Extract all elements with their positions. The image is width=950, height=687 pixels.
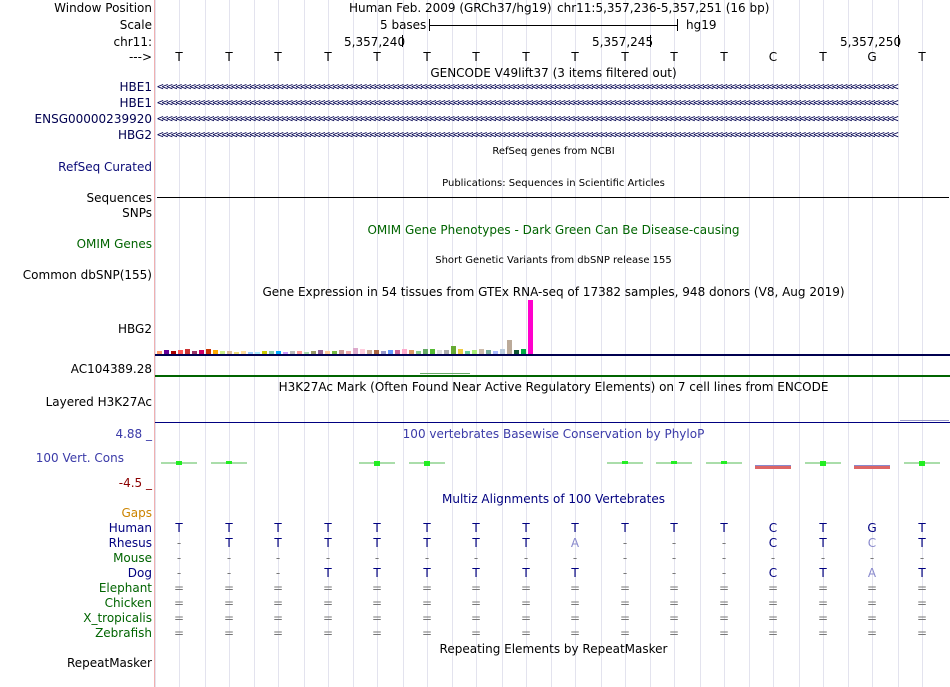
multiz-base: =	[668, 611, 680, 625]
multiz-base: T	[621, 521, 629, 535]
coord-tick-label: 5,357,245	[592, 35, 654, 49]
cons-peak	[176, 461, 182, 465]
multiz-base: =	[223, 596, 235, 610]
multiz-base: =	[718, 611, 730, 625]
multiz-base: T	[423, 521, 431, 535]
chrom-label: chr11:	[113, 35, 152, 49]
multiz-base: =	[173, 611, 185, 625]
scale-label: Scale	[119, 18, 152, 32]
multiz-base: =	[668, 596, 680, 610]
multiz-base: T	[819, 536, 827, 550]
cons-value-mark[interactable]	[211, 462, 247, 464]
multiz-base: C	[768, 521, 778, 535]
cons-value-mark[interactable]	[161, 462, 197, 464]
multiz-base: =	[718, 596, 730, 610]
multiz-base: =	[421, 626, 433, 640]
multiz-base: =	[470, 581, 482, 595]
genome-base: T	[918, 50, 926, 64]
multiz-base: -	[424, 551, 430, 565]
multiz-species-label: Chicken	[104, 596, 152, 610]
multiz-base: T	[918, 536, 926, 550]
cons-min-label: -4.5 _	[118, 476, 152, 490]
multiz-species-label: Human	[108, 521, 152, 535]
gtex-gene2-label[interactable]: AC104389.28	[70, 362, 152, 376]
genome-base: T	[373, 50, 381, 64]
multiz-base: =	[718, 581, 730, 595]
multiz-base: -	[721, 551, 727, 565]
coord-tick-label: 5,357,240	[344, 35, 406, 49]
multiz-base: -	[671, 551, 677, 565]
multiz-species-label: Dog	[127, 566, 152, 580]
multiz-base: =	[520, 581, 532, 595]
multiz-base: T	[423, 536, 431, 550]
multiz-base: T	[571, 521, 579, 535]
gencode-item-label[interactable]: ENSG00000239920	[34, 112, 152, 126]
multiz-base: C	[768, 566, 778, 580]
assembly-label: Human Feb. 2009 (GRCh37/hg19)	[349, 1, 552, 15]
multiz-base: -	[226, 566, 232, 580]
multiz-base: C	[867, 536, 877, 550]
multiz-species-label: X_tropicalis	[83, 611, 152, 625]
scale-text: 5 bases	[380, 18, 427, 32]
multiz-base: =	[916, 611, 928, 625]
scale-db-label: hg19	[686, 18, 717, 32]
cons-track-title[interactable]: 100 vertebrates Basewise Conservation by PhyloP	[402, 427, 705, 441]
multiz-base: -	[869, 551, 875, 565]
genome-base: T	[621, 50, 629, 64]
genome-base: T	[472, 50, 480, 64]
multiz-base: =	[866, 581, 878, 595]
multiz-base: =	[520, 596, 532, 610]
multiz-base: -	[671, 536, 677, 550]
multiz-base: =	[520, 611, 532, 625]
cons-peak	[671, 461, 677, 464]
coord-tick	[898, 35, 899, 47]
repeatmasker-track-label[interactable]: RepeatMasker	[66, 656, 152, 670]
genome-base: T	[819, 50, 827, 64]
multiz-base: T	[819, 566, 827, 580]
multiz-base: -	[176, 551, 182, 565]
multiz-base: =	[866, 596, 878, 610]
multiz-base: =	[668, 581, 680, 595]
multiz-species-label: Rhesus	[108, 536, 152, 550]
multiz-base: =	[371, 611, 383, 625]
multiz-base: =	[322, 581, 334, 595]
multiz-base: -	[275, 566, 281, 580]
multiz-base: =	[916, 626, 928, 640]
genome-base: G	[867, 50, 877, 64]
cons-peak	[622, 461, 628, 464]
genome-base: T	[324, 50, 332, 64]
gtex-expression-bars[interactable]	[157, 300, 557, 354]
multiz-base: =	[371, 596, 383, 610]
multiz-base: =	[173, 581, 185, 595]
cons-value-mark[interactable]	[607, 462, 643, 464]
multiz-base: -	[770, 551, 776, 565]
multiz-base: -	[374, 551, 380, 565]
multiz-species-label: Zebrafish	[95, 626, 152, 640]
multiz-species-label: Elephant	[98, 581, 152, 595]
multiz-base: -	[226, 551, 232, 565]
cons-peak	[226, 461, 232, 464]
cons-value-mark[interactable]	[706, 462, 742, 464]
gene-model-arrows[interactable]: <<<<<<<<<<<<<<<<<<<<<<<<<<<<<<<<<<<<<<<<<<<<<<<<<<<<<<<<<<<<<<<<<<<<<<<<<<<<<<<<<<<<<<<<<<<<<<<<<<<<<<<<<<<<<<<<<<<<<<<<<<<<<<<<<<<<<<<<<<<<<<<<<<<<<<<<<<<<<<<<	[157, 97, 897, 109]
multiz-base: T	[175, 521, 183, 535]
multiz-base: -	[622, 551, 628, 565]
gtex-gene-line	[155, 354, 950, 356]
pubs-track-title[interactable]: Publications: Sequences in Scientific Articles	[442, 178, 665, 189]
gtex-gene2-mark	[420, 373, 470, 374]
cons-value-mark[interactable]	[409, 462, 445, 464]
gene-model-arrows[interactable]: <<<<<<<<<<<<<<<<<<<<<<<<<<<<<<<<<<<<<<<<<<<<<<<<<<<<<<<<<<<<<<<<<<<<<<<<<<<<<<<<<<<<<<<<<<<<<<<<<<<<<<<<<<<<<<<<<<<<<<<<<<<<<<<<<<<<<<<<<<<<<<<<<<<<<<<<<<<<<<<<	[157, 129, 897, 141]
gene-model-arrows[interactable]: <<<<<<<<<<<<<<<<<<<<<<<<<<<<<<<<<<<<<<<<<<<<<<<<<<<<<<<<<<<<<<<<<<<<<<<<<<<<<<<<<<<<<<<<<<<<<<<<<<<<<<<<<<<<<<<<<<<<<<<<<<<<<<<<<<<<<<<<<<<<<<<<<<<<<<<<<<<<<<<<	[157, 113, 897, 125]
multiz-base: A	[867, 566, 877, 580]
multiz-base: -	[523, 551, 529, 565]
multiz-base: -	[820, 551, 826, 565]
multiz-base: =	[817, 626, 829, 640]
multiz-base: T	[522, 521, 530, 535]
multiz-base: =	[173, 626, 185, 640]
multiz-base: T	[324, 566, 332, 580]
multiz-base: =	[173, 596, 185, 610]
multiz-base: -	[671, 566, 677, 580]
multiz-base: =	[322, 596, 334, 610]
multiz-track-title[interactable]: Multiz Alignments of 100 Vertebrates	[441, 492, 666, 506]
multiz-base: =	[371, 581, 383, 595]
multiz-base: =	[817, 611, 829, 625]
multiz-base: T	[472, 566, 480, 580]
multiz-base: -	[176, 566, 182, 580]
multiz-base: G	[867, 521, 877, 535]
multiz-base: T	[324, 536, 332, 550]
gridline	[155, 0, 156, 687]
multiz-base: -	[275, 551, 281, 565]
cons-peak	[919, 461, 925, 466]
gencode-track-title[interactable]: GENCODE V49lift37 (3 items filtered out)	[430, 66, 677, 80]
multiz-base: T	[571, 566, 579, 580]
multiz-base: T	[670, 521, 678, 535]
multiz-base: =	[272, 611, 284, 625]
multiz-base: T	[472, 536, 480, 550]
cons-peak	[820, 461, 826, 466]
multiz-base: -	[622, 536, 628, 550]
multiz-base: =	[767, 581, 779, 595]
gtex-tissue-bar[interactable]	[528, 300, 533, 354]
label-divider	[154, 0, 155, 687]
genome-base: T	[670, 50, 678, 64]
multiz-base: -	[325, 551, 331, 565]
coord-tick-label: 5,357,250	[840, 35, 902, 49]
window-position-label: Window Position	[54, 1, 152, 15]
multiz-base: =	[668, 626, 680, 640]
multiz-base: =	[569, 611, 581, 625]
multiz-base: =	[619, 596, 631, 610]
multiz-base: =	[272, 581, 284, 595]
gtex-track-title[interactable]: Gene Expression in 54 tissues from GTEx RNA-seq of 17382 samples, 948 donors (V8, Aug 2019)	[262, 285, 845, 299]
multiz-base: =	[272, 626, 284, 640]
multiz-base: -	[473, 551, 479, 565]
genome-base: T	[522, 50, 530, 64]
multiz-base: =	[421, 596, 433, 610]
multiz-base: T	[225, 536, 233, 550]
h3k27ac-signal	[900, 420, 949, 421]
genome-base: T	[423, 50, 431, 64]
multiz-base: =	[817, 581, 829, 595]
multiz-base: T	[324, 521, 332, 535]
gtex-gene-label[interactable]: HBG2	[118, 322, 152, 336]
multiz-base: A	[570, 536, 580, 550]
multiz-base: =	[470, 611, 482, 625]
multiz-base: T	[522, 566, 530, 580]
multiz-base: =	[520, 626, 532, 640]
pubs-sequence-line[interactable]	[157, 197, 949, 198]
multiz-base: T	[522, 536, 530, 550]
multiz-base: T	[274, 536, 282, 550]
multiz-base: =	[569, 581, 581, 595]
multiz-base: -	[721, 536, 727, 550]
multiz-base: T	[819, 521, 827, 535]
multiz-base: =	[619, 581, 631, 595]
cons-value-mark[interactable]	[904, 462, 940, 464]
multiz-base: C	[768, 536, 778, 550]
gene-model-arrows[interactable]: <<<<<<<<<<<<<<<<<<<<<<<<<<<<<<<<<<<<<<<<<<<<<<<<<<<<<<<<<<<<<<<<<<<<<<<<<<<<<<<<<<<<<<<<<<<<<<<<<<<<<<<<<<<<<<<<<<<<<<<<<<<<<<<<<<<<<<<<<<<<<<<<<<<<<<<<<<<<<<<<	[157, 81, 897, 93]
snps-track-label[interactable]: SNPs	[122, 206, 152, 220]
omim-track-title[interactable]: OMIM Gene Phenotypes - Dark Green Can Be Disease-causing	[367, 223, 740, 237]
multiz-base: -	[721, 566, 727, 580]
cons-peak	[721, 461, 727, 464]
multiz-species-label: Mouse	[113, 551, 152, 565]
pubs-track-label[interactable]: Sequences	[86, 191, 152, 205]
multiz-base: =	[619, 611, 631, 625]
multiz-base: T	[225, 521, 233, 535]
multiz-base: T	[918, 521, 926, 535]
multiz-base: =	[322, 626, 334, 640]
coord-tick	[650, 35, 651, 47]
multiz-base: =	[470, 626, 482, 640]
multiz-base: =	[569, 626, 581, 640]
multiz-base: =	[223, 611, 235, 625]
dbsnp-track-title[interactable]: Short Genetic Variants from dbSNP release 155	[435, 255, 672, 266]
multiz-base: -	[919, 551, 925, 565]
cons-track-label[interactable]: 100 Vert. Cons	[35, 451, 124, 465]
gtex-gene2-line	[155, 375, 950, 377]
multiz-base: =	[272, 596, 284, 610]
multiz-base: -	[572, 551, 578, 565]
coord-tick	[402, 35, 403, 47]
multiz-base: -	[622, 566, 628, 580]
genome-base: T	[175, 50, 183, 64]
multiz-base: =	[371, 626, 383, 640]
genome-base: T	[225, 50, 233, 64]
cons-max-label: 4.88 _	[115, 427, 152, 441]
cons-value-mark[interactable]	[755, 465, 791, 469]
gencode-item-label[interactable]: HBE1	[119, 96, 152, 110]
gencode-item-label[interactable]: HBG2	[118, 128, 152, 142]
multiz-base: =	[866, 626, 878, 640]
multiz-base: =	[767, 596, 779, 610]
multiz-base: -	[176, 536, 182, 550]
multiz-base: =	[916, 596, 928, 610]
genome-base: C	[768, 50, 778, 64]
cons-value-mark[interactable]	[805, 462, 841, 464]
multiz-base: =	[767, 626, 779, 640]
gtex-tissue-bar[interactable]	[507, 340, 512, 354]
multiz-base: =	[421, 611, 433, 625]
multiz-base: T	[423, 566, 431, 580]
omim-track-label[interactable]: OMIM Genes	[76, 237, 152, 251]
multiz-base: T	[720, 521, 728, 535]
multiz-base: =	[767, 611, 779, 625]
multiz-base: T	[918, 566, 926, 580]
multiz-base: =	[718, 626, 730, 640]
multiz-base: =	[817, 596, 829, 610]
multiz-base: =	[223, 581, 235, 595]
scale-bar	[429, 25, 677, 26]
scale-bar-tick-left	[429, 19, 430, 31]
multiz-base: =	[569, 596, 581, 610]
genome-base: T	[571, 50, 579, 64]
refseq-track-label[interactable]: RefSeq Curated	[58, 160, 152, 174]
gtex-tissue-bar[interactable]	[451, 346, 456, 354]
multiz-base: =	[421, 581, 433, 595]
window-position-value: chr11:5,357,236-5,357,251 (16 bp)	[557, 1, 770, 15]
multiz-base: =	[470, 596, 482, 610]
dbsnp-track-label[interactable]: Common dbSNP(155)	[22, 268, 152, 282]
refseq-track-title[interactable]: RefSeq genes from NCBI	[492, 146, 615, 157]
cons-value-mark[interactable]	[854, 465, 890, 469]
h3k27ac-track-title[interactable]: H3K27Ac Mark (Often Found Near Active Regulatory Elements) on 7 cell lines from ENCODE	[278, 380, 829, 394]
repeatmasker-track-title[interactable]: Repeating Elements by RepeatMasker	[439, 642, 668, 656]
h3k27ac-track-label[interactable]: Layered H3K27Ac	[45, 395, 152, 409]
gencode-item-label[interactable]: HBE1	[119, 80, 152, 94]
gaps-label: Gaps	[121, 506, 152, 520]
genome-base: T	[720, 50, 728, 64]
multiz-base: T	[373, 566, 381, 580]
cons-peak	[374, 461, 380, 466]
multiz-base: =	[916, 581, 928, 595]
cons-value-mark[interactable]	[656, 462, 692, 464]
multiz-base: =	[619, 626, 631, 640]
h3k27ac-baseline	[155, 422, 950, 423]
multiz-base: =	[322, 611, 334, 625]
multiz-base: T	[274, 521, 282, 535]
multiz-base: T	[373, 521, 381, 535]
cons-peak	[424, 461, 430, 466]
strand-label: --->	[128, 50, 152, 64]
genome-base: T	[274, 50, 282, 64]
multiz-base: T	[472, 521, 480, 535]
scale-bar-tick-right	[677, 19, 678, 31]
multiz-base: =	[866, 611, 878, 625]
multiz-base: =	[223, 626, 235, 640]
cons-value-mark[interactable]	[359, 462, 395, 464]
multiz-base: T	[373, 536, 381, 550]
